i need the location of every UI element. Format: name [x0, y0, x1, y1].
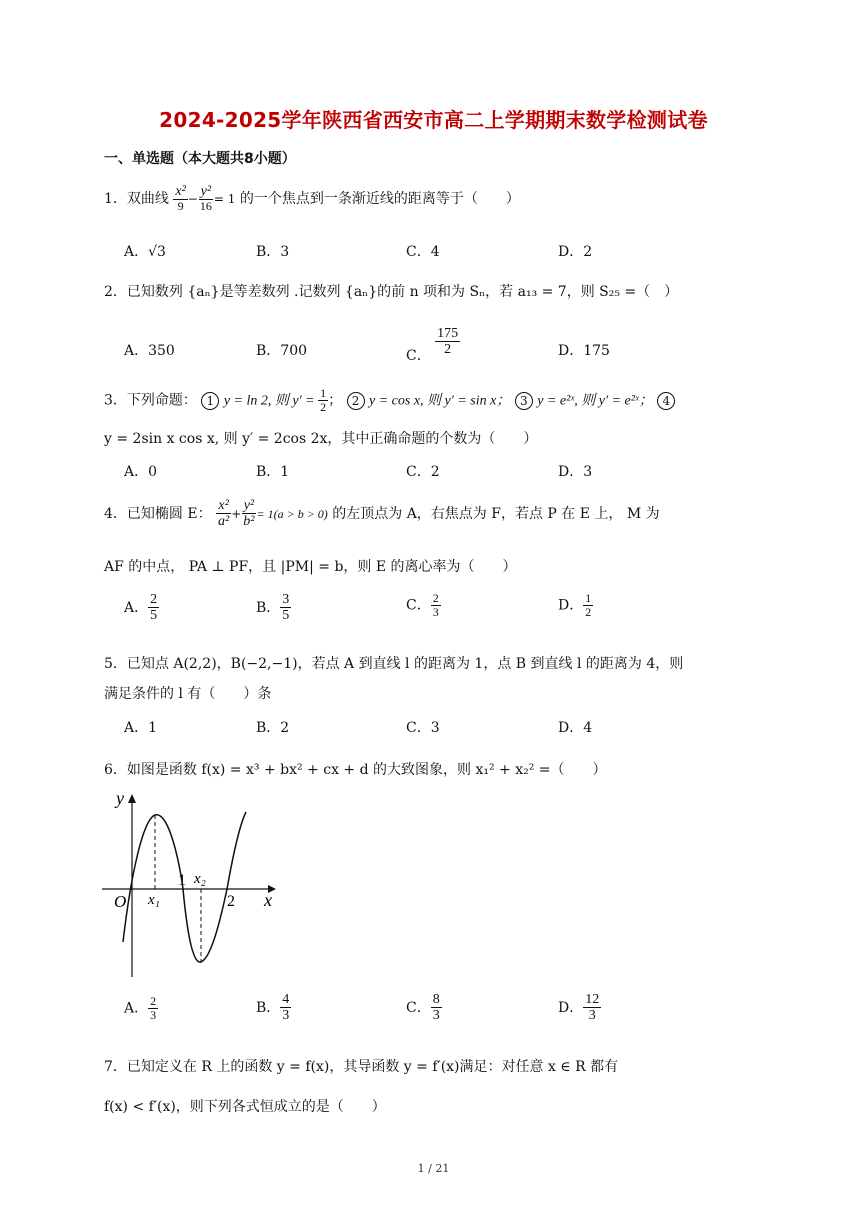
circle-4: 4 [657, 392, 675, 410]
q5-option-b: B．2 [256, 720, 290, 736]
y-axis-arrow-icon [128, 794, 136, 803]
question-7-line-2: f(x) < f′(x)，则下列各式恒成立的是（ ） [104, 1099, 386, 1115]
question-3-line-2: y = 2sin x cos x, 则 y′ = 2cos 2x，其中正确命题的个数为（ ） [104, 431, 538, 447]
q6-option-a-fraction: $\frac{2}{3}$ [150, 994, 157, 1023]
q4-option-d-fraction: $\frac{1}{2}$ [585, 591, 592, 620]
q1-minus: − [187, 191, 198, 206]
graph-label-x1: x₁ [148, 892, 160, 908]
circle-1: 1 [201, 392, 219, 410]
question-1 [104, 184, 520, 214]
q3-option-c: C．2 [406, 464, 440, 480]
graph-label-x2: x₂ [194, 871, 206, 887]
graph-label-one: 1 [178, 872, 186, 889]
q2-option-b: B．700 [256, 343, 308, 359]
q1-number: 1．双曲线 [104, 190, 169, 207]
graph-label-y: y [116, 788, 124, 808]
q6-option-d: D． $\frac{12}{3}$ [558, 992, 600, 1024]
q5-option-a: A．1 [124, 720, 158, 736]
q1-option-b: B．3 [256, 244, 290, 260]
question-4-line-1 [104, 498, 660, 530]
q4-fraction-x: $\frac{\text{x²}}{\text{a²}}$ [218, 498, 230, 530]
q6-option-b: B． $\frac{4}{3}$ [256, 992, 290, 1024]
q6-option-d-fraction: $\frac{12}{3}$ [585, 992, 600, 1024]
q4-option-c-fraction: $\frac{2}{3}$ [432, 591, 439, 620]
q3-prop-1-fraction: $\frac{1}{2}$ [320, 386, 327, 415]
section-heading: 一、单选题（本大题共8小题） [104, 151, 296, 167]
q3-prop-3: y = e²ˣ, 则 y′ = e²ˣ； [537, 393, 653, 409]
q2-option-a: A．350 [124, 343, 175, 359]
page-number: 1 / 21 [417, 1162, 450, 1175]
page-title: 2024-2025学年陕西省西安市高二上学期期末数学检测试卷 [159, 108, 708, 132]
graph-label-x: x [264, 890, 272, 910]
q6-option-b-fraction: $\frac{4}{3}$ [282, 992, 290, 1024]
q4-fraction-y: $\frac{\text{y²}}{\text{b²}}$ [243, 498, 255, 530]
q1-eq: = 1 [213, 191, 236, 206]
question-7-line-1: 7．已知定义在 R 上的函数 y = f(x)，其导函数 y = f′(x)满足：对任意 x ∈ R 都有 [104, 1059, 619, 1075]
q2-option-c-fraction: $\frac{175}{2}$ [437, 326, 459, 358]
q1-fraction-x: $\frac{\text{x²}}{9}$ [175, 184, 186, 214]
question-2: 2．已知数列 {aₙ}是等差数列 .记数列 {aₙ}的前 n 项和为 Sₙ，若 a₁₃ = 7，则 S₂₅ =（ ） [104, 284, 679, 300]
q4-option-d: D． $\frac{1}{2}$ [558, 591, 592, 620]
q4-option-a: A． $\frac{2}{5}$ [124, 592, 158, 624]
graph-label-two: 2 [227, 893, 235, 910]
q3-option-a: A．0 [124, 464, 158, 480]
q6-option-c: C． $\frac{8}{3}$ [406, 992, 440, 1024]
q4-option-a-fraction: $\frac{2}{5}$ [150, 592, 158, 624]
q1-text: 的一个焦点到一条渐近线的距离等于（ ） [239, 190, 520, 207]
q3-intro: 3．下列命题： [104, 392, 197, 409]
q2-option-d: D．175 [558, 343, 610, 359]
circle-2: 2 [347, 392, 365, 410]
q6-option-c-fraction: $\frac{8}{3}$ [432, 992, 440, 1024]
q4-number: 4．已知椭圆 E： [104, 505, 212, 522]
q4-option-b: B． $\frac{3}{5}$ [256, 592, 290, 624]
q2-option-c: C． $\frac{175}{2}$ [406, 326, 459, 364]
question-5-line-1: 5．已知点 A(2,2)，B(−2,−1)，若点 A 到直线 l 的距离为 1，点 B 到直线 l 的距离为 4，则 [104, 656, 684, 672]
q1-option-a: A．√3 [124, 244, 166, 260]
q5-option-c: C．3 [406, 720, 440, 736]
q4-condition: = 1(a > b > 0) [256, 506, 328, 521]
q3-option-d: D．3 [558, 464, 593, 480]
q3-prop-1: y = ln 2, 则 y′ = [223, 393, 319, 409]
q1-option-c: C．4 [406, 244, 440, 260]
q4-plus: + [231, 506, 242, 521]
question-3-line-1: 3．下列命题： 1 y = ln 2, 则 y′ = $\frac{1}{2}$ ； 2 y = cos x, 则 y′ = sin x； 3 y = e²ˣ, 则 y′ = e²ˣ； 4 [104, 387, 675, 414]
q1-option-d: D．2 [558, 244, 593, 260]
q3-prop-2: y = cos x, 则 y′ = sin x； [369, 393, 511, 409]
function-graph [98, 782, 288, 982]
q4-option-b-fraction: $\frac{3}{5}$ [282, 592, 290, 624]
question-5-line-2: 满足条件的 l 有（ ）条 [104, 686, 272, 702]
q5-option-d: D．4 [558, 720, 593, 736]
q4-option-c: C． $\frac{2}{3}$ [406, 591, 439, 620]
question-6: 6．如图是函数 f(x) = x³ + bx² + cx + d 的大致图象，则 x₁² + x₂² =（ ） [104, 762, 607, 778]
circle-3: 3 [515, 392, 533, 410]
graph-label-origin: O [114, 892, 127, 911]
q6-option-a: A． $\frac{2}{3}$ [124, 994, 157, 1023]
q4-text-1: 的左顶点为 A，右焦点为 F，若点 P 在 E 上， M 为 [332, 505, 660, 522]
q3-option-b: B．1 [256, 464, 290, 480]
q1-fraction-y: $\frac{\text{y²}}{16}$ [199, 184, 212, 214]
question-4-line-2: AF 的中点， PA ⊥ PF，且 |PM| = b，则 E 的离心率为（ ） [104, 559, 517, 575]
